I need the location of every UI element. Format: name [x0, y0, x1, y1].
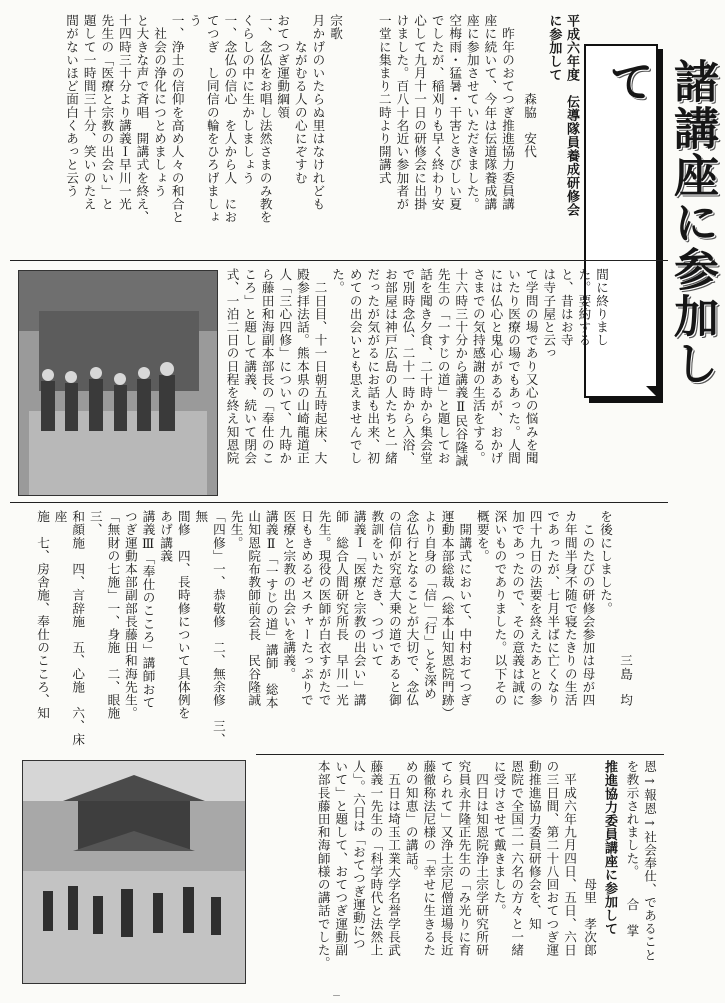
section1-body: 昨年のおてつぎ推進協力委員講 座に続いて、今年は伝道隊養成講 座に参加させていただきました。 空梅雨・猛暑・干害ときびしい夏 でしたが、稲刈りも早く終わり安 心して九月十一日の研修会に出掛 けました。百八十名近い参加者が 一堂に集まり二時より開講式: [376, 14, 515, 211]
section3-author: 三島 均: [618, 510, 633, 707]
section4-author: 母里 孝次郎: [582, 760, 597, 957]
page-title: 諸講座に参加して: [601, 58, 719, 387]
page-number: －: [332, 992, 342, 1002]
divider-lower: [256, 754, 664, 755]
section3-body: を後にしました。 このたびの研修会参加は母が四 カ年間半身不随で寝たきりの生活 であったが、七月半ばに亡くなり 四十九日の法要を終えたあとの参 加であったので、その意義は誠に 深いものでありました。以下その 概要を。 開講式において、中村おてつぎ 運動本部総裁（総本山知恩院門跡） より自身の「信」「行」とを深め 念仏行となることが大切で、念仏 の信仰が究意大乗の道であると御 教訓をいただき、つづいて 講義Ｉ「医療と宗教の出会い」講 師 総合人間研究所長 早川一光 先生。現役の医師が白衣すがたで 日もきめるゼスチャーたっぷりで 医療と宗教の出会いを講義。 講義Ⅱ「一すじの道」講師 総本 山知恩院布教師前会長 民谷隆誠 先生。 「四修」一、恭敬修 二、無余修 三、無 間修 四、長時修について具体例を あげ講義 講義Ⅲ「奉仕のこころ」講師おて つぎ運動本部副部長藤田和海先生。 「無財の七施」一、身施 二、眼施 三、 和顔施 四、言辞施 五、心施 六、床座 施 七、房舎施、奉仕のこころ、知: [35, 510, 613, 746]
section1-author: 森脇 安代: [522, 14, 537, 159]
poem-block: 宗歌 月かげのいたらぬ里はなけれども ながむる人の心にぞすむ おてつぎ運動綱領 一、念仏をお唱し法然さまのみ教を くらしの中に生かしましょう 一、念仏の信心 を人から人 にお てつぎ し同信の輪をひろげましょ う 一、浄土の信仰を高め人々の和合と 社会の浄化につとめましょう と大きな声で斉唱 開講式を終え、 十四時三十分より講義Ｉ早川一光 先生の「医療と宗教の出会い」と 題して一時間三十分、笑いのたえ 間がないほど面白くあっと云う: [64, 14, 343, 224]
section4-intro: 恩→報恩→社会奉仕、であること を教示されました。 合 掌: [624, 760, 657, 962]
divider-top: [10, 260, 668, 261]
section4-heading: 推進協力委員講座に参加して: [602, 760, 617, 936]
group-photo-temple: [18, 270, 218, 496]
divider-middle: [10, 502, 668, 503]
newsletter-page: [6, 4, 719, 1002]
temple-crowd-photo: [22, 760, 246, 984]
section1-heading: 平成六年度 伝導隊員養成研修会 に参加して: [546, 14, 579, 217]
section4-body: 平成六年九月四日、五日、六日 の三日間、第二十八回おてつぎ運 動推進協力委員研修会を、知 恩院で全国二一六名の方々と一緒 に受けさせて戴きました。 四日は知恩院浄土宗学研究所研 究員永井隆正先生の「み光りに育 てられて」又浄土宗尼僧道場長近 藤徹称法尼様の「幸せに生きるた めの知恵」の講話。 五日は埼玉工業大学名誉学長武 藤義一先生の「科学時代と法然上 人」。六日は「おてつぎ運動につ いて」と題して、おてつぎ運動副 本部長藤田和海師様の講話でした。: [315, 760, 577, 970]
title-box-fold-corner: [646, 386, 660, 400]
section2-body: 間に終りまし た。要約する と、昔はお寺 は寺子屋と云っ て学問の場であり又心の悩みを聞 いたり医療の場でもあった。人間 には仏心と鬼心があるが、おかげ さまでの気持感謝の生活をする。 十六時三十分から講義Ⅱ民谷隆誠 先生の「一すじの道」と題してお 話を聞き夕食、二十時から集会堂 で別時念仏、二十一時から入浴、 お部屋は神戸広島の人たちと一緒 だったが気がるにお話も出来、初 めての出会いとも思えませんでし た。 二日目、十一日朝五時起床、大 殿参拝法話。熊本県の山崎龍道正 人「三心四修」について、九時か ら藤田和海副本部長の「奉仕のこ ころ」と題して講義、続いて閉会 式、一泊二日の日程を終え知恩院: [224, 268, 609, 467]
